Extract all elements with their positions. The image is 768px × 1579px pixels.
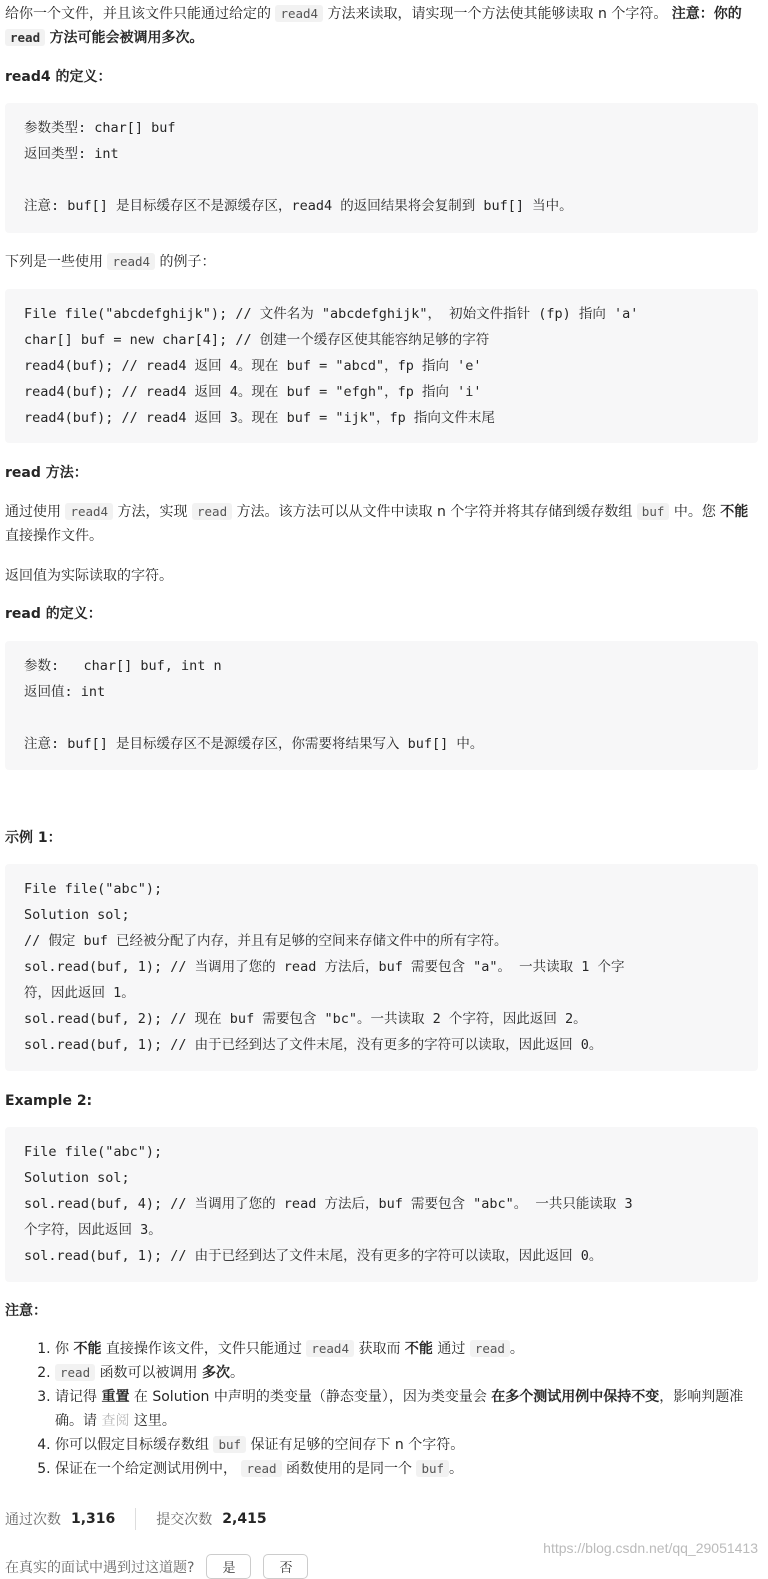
note-bold: 不能 <box>404 1341 433 1357</box>
note-text: 。 <box>449 1461 464 1477</box>
read-definition-code-block <box>5 641 758 770</box>
code-line: File file("abcdefghijk"); // 文件名为 "abcdefghijk"， 初始文件指针 (fp) 指向 'a' <box>24 306 639 322</box>
note-bold: 多次 <box>202 1365 231 1381</box>
note-text: 在 Solution 中声明的类变量（静态变量），因为类变量会 <box>133 1389 487 1405</box>
code-line: char[] buf = new char[4]; // 创建一个缓存区使其能容纳足够的字符 <box>24 332 490 348</box>
code-line: 返回类型: int <box>24 146 119 162</box>
code-line: read4(buf); // read4 返回 4。现在 buf = "abcd"，fp 指向 'e' <box>24 358 482 374</box>
intro-text: 给你一个文件，并且该文件只能通过给定的 <box>5 6 271 22</box>
yes-button[interactable]: 是 <box>206 1554 251 1579</box>
code-line <box>24 167 739 193</box>
inline-code-buf: buf <box>637 503 670 520</box>
note-text: 函数使用的是同一个 <box>286 1461 413 1477</box>
code-line: 参数: char[] buf, int n <box>24 658 222 674</box>
interview-question-row <box>5 1554 308 1579</box>
code-line: sol.read(buf, 2); // 现在 buf 需要包含 "bc"。一共读取 2 个字符，因此返回 2。 <box>24 1011 587 1027</box>
note-text: 保证在一个给定测试用例中， <box>55 1461 237 1477</box>
note-bold: 不能 <box>73 1341 102 1357</box>
inline-code-read: read <box>55 1364 95 1381</box>
code-line: 返回值: int <box>24 684 106 700</box>
note-bold: 在多个测试用例中保持不变 <box>491 1389 660 1405</box>
stats-divider <box>135 1508 136 1530</box>
example-1-code-block <box>5 864 758 1071</box>
accepted-label: 通过次数 <box>5 1512 61 1528</box>
note-item <box>55 1457 755 1481</box>
read-method-text-4: 中。您 <box>673 504 716 520</box>
code-line: Solution sol; <box>24 1170 130 1186</box>
read4-examples-code-block <box>5 289 758 443</box>
watermark-text: https://blog.csdn.net/qq_29051413 <box>543 1540 758 1556</box>
inline-code-read4: read4 <box>65 503 113 520</box>
code-line: Solution sol; <box>24 907 130 923</box>
note-text: 。 <box>509 1341 524 1357</box>
code-line: // 假定 buf 已经被分配了内存，并且有足够的空间来存储文件中的所有字符。 <box>24 933 508 949</box>
note-text: 获取而 <box>358 1341 401 1357</box>
code-line: read4(buf); // read4 返回 4。现在 buf = "efgh"，fp 指向 'i' <box>24 384 482 400</box>
inline-code-read4: read4 <box>107 253 155 270</box>
code-line <box>24 705 739 731</box>
interview-question-text: 在真实的面试中遇到过这道题? <box>5 1559 195 1576</box>
submitted-count: 2,415 <box>222 1511 267 1527</box>
note-text: ，影响判题准确。请 <box>55 1389 744 1429</box>
notes-heading: 注意： <box>5 1303 47 1319</box>
no-button[interactable]: 否 <box>263 1554 308 1579</box>
code-line: read4(buf); // read4 返回 3。现在 buf = "ijk"，fp 指向文件末尾 <box>24 410 495 426</box>
examples-intro-text: 下列是一些使用 <box>5 254 103 270</box>
code-line: 个字符，因此返回 3。 <box>24 1222 162 1238</box>
notes-list <box>0 1337 755 1481</box>
note-item <box>55 1337 755 1361</box>
accepted-count: 1,316 <box>71 1511 116 1527</box>
note-text: 你 <box>55 1341 69 1357</box>
note-text: 。 <box>230 1365 245 1381</box>
note-text: 直接操作该文件，文件只能通过 <box>105 1341 302 1357</box>
intro-text-2: 方法来读取，请实现一个方法使其能够读取 n 个字符。 <box>327 6 668 22</box>
read-method-text-2: 方法，实现 <box>117 504 188 520</box>
read-method-bold: 不能 <box>720 504 749 520</box>
note-item <box>55 1361 755 1385</box>
note-bold: 重置 <box>101 1389 130 1405</box>
read-method-paragraph <box>5 500 755 548</box>
code-line: 注意: buf[] 是目标缓存区不是源缓存区，你需要将结果写入 buf[] 中。 <box>24 736 484 752</box>
inline-code-read4: read4 <box>306 1340 354 1357</box>
read-method-heading: read 方法： <box>5 465 88 481</box>
intro-bold-2: 方法可能会被调用多次。 <box>49 30 204 46</box>
note-text: 请记得 <box>55 1389 97 1405</box>
read-method-text-5: 直接操作文件。 <box>5 528 103 544</box>
code-line: 符，因此返回 1。 <box>24 985 135 1001</box>
note-text: 保证有足够的空间存下 n 个字符。 <box>250 1437 465 1453</box>
submission-stats <box>5 1508 267 1530</box>
code-line: 注意: buf[] 是目标缓存区不是源缓存区，read4 的返回结果将会复制到 buf[] 当中。 <box>24 198 573 214</box>
code-line: sol.read(buf, 1); // 由于已经到达了文件末尾，没有更多的字符可以读取，因此返回 0。 <box>24 1248 603 1264</box>
code-line: 参数类型: char[] buf <box>24 120 176 136</box>
read4-definition-code-block <box>5 103 758 233</box>
inline-code-buf: buf <box>416 1460 449 1477</box>
code-line: sol.read(buf, 4); // 当调用了您的 read 方法后，buf 需要包含 "abc"。 一共只能读取 3 <box>24 1196 633 1212</box>
code-line: sol.read(buf, 1); // 由于已经到达了文件末尾，没有更多的字符可以读取，因此返回 0。 <box>24 1037 603 1053</box>
note-text: 通过 <box>437 1341 466 1357</box>
inline-code-read: read <box>5 29 45 46</box>
code-line: File file("abc"); <box>24 1144 163 1160</box>
example-2-heading: Example 2: <box>5 1093 93 1109</box>
inline-code-read: read <box>241 1460 281 1477</box>
example-2-code-block <box>5 1127 758 1282</box>
code-line: sol.read(buf, 1); // 当调用了您的 read 方法后，buf 需要包含 "a"。 一共读取 1 个字 <box>24 959 625 975</box>
code-line: File file("abc"); <box>24 881 163 897</box>
read-method-text-3: 方法。该方法可以从文件中读取 n 个字符并将其存储到缓存数组 <box>236 504 633 520</box>
note-item <box>55 1385 755 1433</box>
note-text: 你可以假定目标缓存数组 <box>55 1437 209 1453</box>
note-text: 这里。 <box>133 1413 176 1429</box>
read4-definition-heading: read4 的定义： <box>5 69 112 85</box>
return-value-text: 返回值为实际读取的字符。 <box>5 568 173 584</box>
inline-code-read: read <box>470 1340 510 1357</box>
inline-code-read: read <box>192 503 232 520</box>
intro-paragraph <box>5 2 755 50</box>
read-method-text: 通过使用 <box>5 504 61 520</box>
intro-bold: 注意：你的 <box>671 6 742 22</box>
examples-intro-text-2: 的例子： <box>159 254 216 270</box>
example-1-heading: 示例 1： <box>5 830 62 846</box>
lookup-link[interactable]: 查阅 <box>101 1413 130 1429</box>
submitted-label: 提交次数 <box>156 1512 213 1528</box>
inline-code-buf: buf <box>213 1436 246 1453</box>
read-definition-heading: read 的定义： <box>5 606 102 622</box>
note-item <box>55 1433 755 1457</box>
inline-code-read4: read4 <box>275 5 323 22</box>
note-text: 函数可以被调用 <box>99 1365 198 1381</box>
examples-intro <box>5 250 755 274</box>
